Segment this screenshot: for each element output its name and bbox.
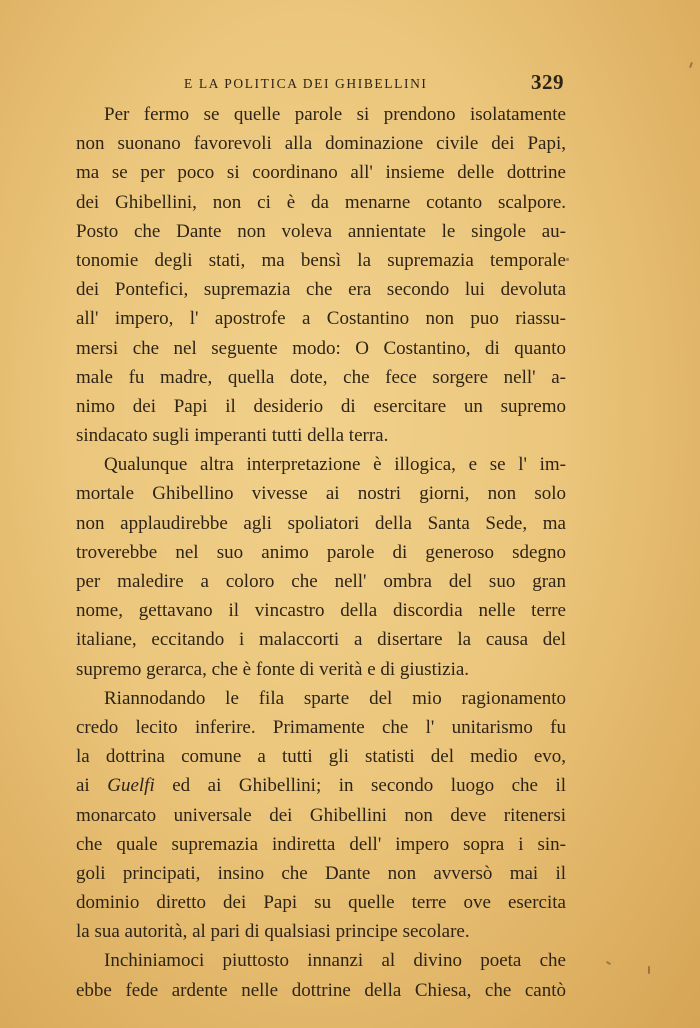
text-line: mersi che nel seguente modo: O Costantino, di quanto [76, 337, 566, 359]
text-line: non applaudirebbe agli spoliatori della Santa Sede, ma [76, 512, 566, 534]
text-line: all' impero, l' apostrofe a Costantino non puo riassu- [76, 308, 566, 330]
text-line: nome, gettavano il vincastro della discordia nelle terre [76, 600, 566, 622]
page-header [76, 70, 566, 98]
running-head: E LA POLITICA DEI GHIBELLINI [184, 76, 428, 91]
text-line: Inchiniamoci piuttosto innanzi al divino poeta che [104, 950, 566, 972]
page-number: 329 [531, 70, 564, 94]
paragraph-3 [76, 684, 566, 947]
paper-speck [689, 62, 693, 68]
text-line: credo lecito inferire. Primamente che l' unitarismo fu [76, 716, 566, 738]
text-line: Qualunque altra interpretazione è illogica, e se l' im- [104, 454, 566, 476]
text-line: troverebbe nel suo animo parole di generoso sdegno [76, 541, 566, 563]
paragraph-4 [76, 946, 566, 1004]
text-line: italiane, eccitando i malaccorti a disertare la causa del [76, 629, 566, 651]
text-line: Posto che Dante non voleva annientate le singole au- [76, 220, 566, 242]
text-line: ai Guelfi ed ai Ghibellini; in secondo luogo che il [76, 775, 567, 797]
text-line: la sua autorità, al pari di qualsiasi principe secolare. [76, 921, 470, 943]
text-line: mortale Ghibellino vivesse ai nostri giorni, non solo [76, 483, 566, 505]
text-line: nimo dei Papi il desiderio di esercitare un supremo [76, 395, 566, 417]
paper-speck [648, 966, 650, 974]
text-line: dei Ghibellini, non ci è da menarne cotanto scalpore. [76, 191, 566, 213]
text-line: ebbe fede ardente nelle dottrine della Chiesa, che cantò [76, 979, 566, 1001]
text-line: dominio diretto dei Papi su quelle terre ove esercita [76, 892, 566, 914]
italic-word: Guelfi [107, 775, 155, 797]
paper-speck [566, 258, 569, 261]
text-line: monarcato universale dei Ghibellini non deve ritenersi [76, 804, 566, 826]
body-text [76, 100, 566, 1005]
text-line: dei Pontefici, supremazia che era secondo lui devoluta [76, 279, 566, 301]
text-line: goli principati, insino che Dante non avversò mai il [76, 862, 566, 884]
paragraph-2 [76, 450, 566, 684]
text-line: Riannodando le fila sparte del mio ragionamento [104, 687, 566, 709]
text-line: male fu madre, quella dote, che fece sorgere nell' a- [76, 366, 566, 388]
text-line: la dottrina comune a tutti gli statisti del medio evo, [76, 746, 566, 768]
text-line: sindacato sugli imperanti tutti della terra. [76, 425, 389, 447]
text-line: tonomie degli stati, ma bensì la supremazia temporale [76, 249, 566, 271]
text-line: ma se per poco si coordinano all' insieme delle dottrine [76, 162, 566, 184]
text-line: per maledire a coloro che nell' ombra del suo gran [76, 571, 566, 592]
text-line: non suonano favorevoli alla dominazione civile dei Papi, [76, 133, 566, 155]
paragraph-1 [76, 100, 566, 450]
text-line: Per fermo se quelle parole si prendono isolatamente [104, 104, 566, 125]
text-line: che quale supremazia indiretta dell' impero sopra i sin- [76, 833, 566, 855]
paper-speck [606, 961, 611, 965]
text-line: supremo gerarca, che è fonte di verità e di giustizia. [76, 658, 470, 680]
